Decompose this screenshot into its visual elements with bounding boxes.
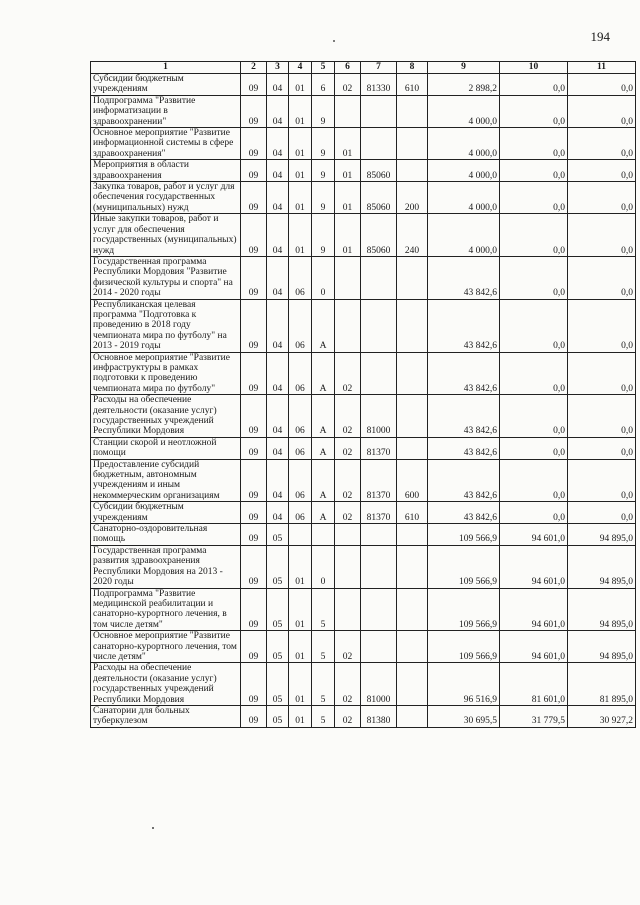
row-name-cell: Мероприятия в области здравоохранения: [91, 160, 241, 182]
amount-cell: 109 566,9: [428, 631, 500, 663]
code-cell: 06: [289, 299, 312, 352]
scan-artifact-dot: [333, 40, 335, 42]
amount-cell: 0,0: [500, 299, 568, 352]
column-header: 6: [335, 62, 361, 74]
code-cell: [361, 299, 397, 352]
row-name-cell: Расходы на обеспечение деятельности (оказание услуг) государственных учреждений Республики Мордовия: [91, 395, 241, 438]
table-row: [91, 545, 636, 588]
code-cell: 610: [397, 502, 428, 524]
code-cell: 06: [289, 459, 312, 502]
code-cell: 02: [335, 631, 361, 663]
code-cell: 01: [289, 95, 312, 127]
table-row: [91, 299, 636, 352]
code-cell: [361, 256, 397, 299]
amount-cell: 30 695,5: [428, 705, 500, 727]
amount-cell: 0,0: [500, 256, 568, 299]
code-cell: 01: [289, 588, 312, 631]
code-cell: 600: [397, 459, 428, 502]
code-cell: 01: [289, 631, 312, 663]
code-cell: [312, 524, 335, 546]
code-cell: [361, 95, 397, 127]
code-cell: 05: [267, 545, 289, 588]
amount-cell: 43 842,6: [428, 352, 500, 395]
code-cell: 81330: [361, 74, 397, 96]
code-cell: [397, 437, 428, 459]
table-row: [91, 214, 636, 257]
amount-cell: 0,0: [500, 502, 568, 524]
code-cell: 06: [289, 256, 312, 299]
amount-cell: 0,0: [500, 160, 568, 182]
column-header: 4: [289, 62, 312, 74]
code-cell: 09: [241, 128, 267, 160]
amount-cell: 0,0: [568, 299, 636, 352]
code-cell: 02: [335, 352, 361, 395]
code-cell: 09: [241, 256, 267, 299]
amount-cell: 0,0: [568, 182, 636, 214]
amount-cell: 94 895,0: [568, 524, 636, 546]
amount-cell: 0,0: [500, 437, 568, 459]
table-row: [91, 705, 636, 727]
code-cell: 200: [397, 182, 428, 214]
code-cell: 04: [267, 160, 289, 182]
amount-cell: 43 842,6: [428, 395, 500, 438]
table-header-row: [91, 62, 636, 74]
code-cell: 01: [289, 182, 312, 214]
row-name-cell: Предоставление субсидий бюджетным, автономным учреждениям и иным некоммерческим организациям: [91, 459, 241, 502]
code-cell: 09: [241, 182, 267, 214]
code-cell: 09: [241, 74, 267, 96]
row-name-cell: Подпрограмма "Развитие информатизации в здравоохранении": [91, 95, 241, 127]
code-cell: 04: [267, 459, 289, 502]
code-cell: 04: [267, 182, 289, 214]
row-name-cell: Санатории для больных туберкулезом: [91, 705, 241, 727]
amount-cell: 0,0: [500, 395, 568, 438]
row-name-cell: Закупка товаров, работ и услуг для обеспечения государственных (муниципальных) нужд: [91, 182, 241, 214]
code-cell: [335, 545, 361, 588]
amount-cell: 0,0: [500, 459, 568, 502]
column-header: 2: [241, 62, 267, 74]
row-name-cell: Санаторно-оздоровительная помощь: [91, 524, 241, 546]
amount-cell: 0,0: [568, 395, 636, 438]
code-cell: 05: [267, 631, 289, 663]
table-row: [91, 395, 636, 438]
code-cell: 5: [312, 663, 335, 706]
amount-cell: 4 000,0: [428, 160, 500, 182]
table-row: [91, 459, 636, 502]
amount-cell: 2 898,2: [428, 74, 500, 96]
row-name-cell: Республиканская целевая программа "Подготовка к проведению в 2018 году чемпионата мира по футболу" на 2013 - 2019 годы: [91, 299, 241, 352]
code-cell: 81370: [361, 437, 397, 459]
code-cell: [397, 395, 428, 438]
code-cell: [361, 631, 397, 663]
amount-cell: 30 927,2: [568, 705, 636, 727]
row-name-cell: Расходы на обеспечение деятельности (оказание услуг) государственных учреждений Республики Мордовия: [91, 663, 241, 706]
row-name-cell: Государственная программа Республики Мордовия "Развитие физической культуры и спорта" на 2014 - 2020 годы: [91, 256, 241, 299]
code-cell: 09: [241, 502, 267, 524]
amount-cell: 0,0: [568, 74, 636, 96]
table-row: [91, 663, 636, 706]
code-cell: 0: [312, 545, 335, 588]
amount-cell: 4 000,0: [428, 214, 500, 257]
column-header: 1: [91, 62, 241, 74]
page-number: 194: [590, 29, 610, 44]
code-cell: 240: [397, 214, 428, 257]
amount-cell: 0,0: [500, 95, 568, 127]
amount-cell: 0,0: [500, 182, 568, 214]
code-cell: 01: [289, 74, 312, 96]
code-cell: [335, 95, 361, 127]
code-cell: 01: [289, 214, 312, 257]
code-cell: 9: [312, 128, 335, 160]
code-cell: [397, 705, 428, 727]
code-cell: 06: [289, 502, 312, 524]
row-name-cell: Государственная программа развития здравоохранения Республики Мордовия на 2013 - 2020 годы: [91, 545, 241, 588]
amount-cell: 81 601,0: [500, 663, 568, 706]
code-cell: 09: [241, 395, 267, 438]
code-cell: [289, 524, 312, 546]
code-cell: [397, 631, 428, 663]
code-cell: 06: [289, 437, 312, 459]
row-name-cell: Субсидии бюджетным учреждениям: [91, 502, 241, 524]
code-cell: 02: [335, 663, 361, 706]
code-cell: 01: [335, 128, 361, 160]
amount-cell: 43 842,6: [428, 299, 500, 352]
code-cell: 02: [335, 74, 361, 96]
code-cell: 5: [312, 631, 335, 663]
amount-cell: 94 601,0: [500, 631, 568, 663]
amount-cell: 0,0: [500, 74, 568, 96]
amount-cell: 94 601,0: [500, 524, 568, 546]
code-cell: 09: [241, 214, 267, 257]
table-row: [91, 352, 636, 395]
code-cell: [361, 545, 397, 588]
amount-cell: 96 516,9: [428, 663, 500, 706]
amount-cell: 4 000,0: [428, 95, 500, 127]
code-cell: 09: [241, 524, 267, 546]
scan-artifact-dot: [152, 827, 154, 829]
code-cell: 09: [241, 588, 267, 631]
code-cell: 09: [241, 631, 267, 663]
code-cell: А: [312, 352, 335, 395]
row-name-cell: Иные закупки товаров, работ и услуг для обеспечения государственных (муниципальных) нужд: [91, 214, 241, 257]
amount-cell: 31 779,5: [500, 705, 568, 727]
code-cell: 04: [267, 299, 289, 352]
table-row: [91, 588, 636, 631]
amount-cell: 94 895,0: [568, 631, 636, 663]
amount-cell: 0,0: [568, 459, 636, 502]
row-name-cell: Основное мероприятие "Развитие информационной системы в сфере здравоохранения": [91, 128, 241, 160]
table-row: [91, 128, 636, 160]
code-cell: 06: [289, 395, 312, 438]
code-cell: 09: [241, 95, 267, 127]
code-cell: [335, 256, 361, 299]
column-header: 3: [267, 62, 289, 74]
code-cell: [397, 299, 428, 352]
code-cell: [397, 663, 428, 706]
amount-cell: 94 895,0: [568, 545, 636, 588]
column-header: 11: [568, 62, 636, 74]
code-cell: 9: [312, 214, 335, 257]
amount-cell: 0,0: [568, 95, 636, 127]
code-cell: 04: [267, 128, 289, 160]
code-cell: [397, 256, 428, 299]
code-cell: [397, 588, 428, 631]
amount-cell: 94 601,0: [500, 545, 568, 588]
code-cell: [335, 524, 361, 546]
amount-cell: 0,0: [568, 128, 636, 160]
code-cell: 09: [241, 160, 267, 182]
code-cell: 9: [312, 182, 335, 214]
code-cell: 01: [335, 182, 361, 214]
code-cell: 09: [241, 299, 267, 352]
code-cell: 09: [241, 663, 267, 706]
table-row: [91, 524, 636, 546]
code-cell: [397, 95, 428, 127]
column-header: 10: [500, 62, 568, 74]
amount-cell: 81 895,0: [568, 663, 636, 706]
row-name-cell: Основное мероприятие "Развитие санаторно-курортного лечения, том числе детям": [91, 631, 241, 663]
code-cell: 04: [267, 95, 289, 127]
amount-cell: 109 566,9: [428, 524, 500, 546]
code-cell: 01: [289, 128, 312, 160]
amount-cell: 0,0: [500, 128, 568, 160]
code-cell: 02: [335, 502, 361, 524]
column-header: 5: [312, 62, 335, 74]
code-cell: [397, 524, 428, 546]
code-cell: 02: [335, 437, 361, 459]
code-cell: 5: [312, 588, 335, 631]
table-row: [91, 256, 636, 299]
code-cell: [397, 352, 428, 395]
amount-cell: 43 842,6: [428, 256, 500, 299]
code-cell: 04: [267, 502, 289, 524]
code-cell: 05: [267, 705, 289, 727]
code-cell: 09: [241, 352, 267, 395]
amount-cell: 0,0: [568, 502, 636, 524]
row-name-cell: Основное мероприятие "Развитие инфраструктуры в рамках подготовки к проведению чемпионата мира по футболу": [91, 352, 241, 395]
code-cell: 81000: [361, 663, 397, 706]
amount-cell: 0,0: [568, 437, 636, 459]
code-cell: 81370: [361, 459, 397, 502]
code-cell: А: [312, 395, 335, 438]
code-cell: 81370: [361, 502, 397, 524]
code-cell: [397, 545, 428, 588]
table-row: [91, 74, 636, 96]
budget-table: [90, 61, 636, 728]
code-cell: [397, 160, 428, 182]
code-cell: 81380: [361, 705, 397, 727]
code-cell: 81000: [361, 395, 397, 438]
code-cell: [335, 588, 361, 631]
row-name-cell: Подпрограмма "Развитие медицинской реабилитации и санаторно-курортного лечения, в том числе детям": [91, 588, 241, 631]
amount-cell: 0,0: [568, 256, 636, 299]
table-row: [91, 182, 636, 214]
code-cell: 09: [241, 545, 267, 588]
code-cell: [397, 128, 428, 160]
code-cell: 04: [267, 352, 289, 395]
code-cell: 02: [335, 705, 361, 727]
code-cell: 04: [267, 256, 289, 299]
code-cell: [361, 352, 397, 395]
code-cell: А: [312, 299, 335, 352]
code-cell: 04: [267, 214, 289, 257]
amount-cell: 0,0: [568, 352, 636, 395]
code-cell: 06: [289, 352, 312, 395]
code-cell: 05: [267, 663, 289, 706]
column-header: 9: [428, 62, 500, 74]
code-cell: 610: [397, 74, 428, 96]
amount-cell: 43 842,6: [428, 502, 500, 524]
code-cell: 09: [241, 437, 267, 459]
code-cell: 01: [289, 705, 312, 727]
row-name-cell: Станции скорой и неотложной помощи: [91, 437, 241, 459]
amount-cell: 43 842,6: [428, 459, 500, 502]
code-cell: 6: [312, 74, 335, 96]
amount-cell: 109 566,9: [428, 588, 500, 631]
code-cell: 01: [335, 160, 361, 182]
code-cell: 01: [289, 545, 312, 588]
code-cell: 04: [267, 395, 289, 438]
amount-cell: 43 842,6: [428, 437, 500, 459]
code-cell: 09: [241, 459, 267, 502]
code-cell: 01: [289, 160, 312, 182]
code-cell: 04: [267, 74, 289, 96]
code-cell: 02: [335, 395, 361, 438]
amount-cell: 4 000,0: [428, 128, 500, 160]
column-header: 8: [397, 62, 428, 74]
amount-cell: 0,0: [500, 214, 568, 257]
code-cell: 04: [267, 437, 289, 459]
table-row: [91, 631, 636, 663]
amount-cell: 0,0: [568, 160, 636, 182]
code-cell: А: [312, 437, 335, 459]
amount-cell: 109 566,9: [428, 545, 500, 588]
code-cell: 5: [312, 705, 335, 727]
row-name-cell: Субсидии бюджетным учреждениям: [91, 74, 241, 96]
code-cell: [335, 299, 361, 352]
table-row: [91, 502, 636, 524]
code-cell: 05: [267, 588, 289, 631]
code-cell: [361, 588, 397, 631]
code-cell: 9: [312, 160, 335, 182]
table-row: [91, 160, 636, 182]
code-cell: 85060: [361, 214, 397, 257]
amount-cell: 94 601,0: [500, 588, 568, 631]
code-cell: 9: [312, 95, 335, 127]
amount-cell: 0,0: [568, 214, 636, 257]
table-row: [91, 95, 636, 127]
amount-cell: 0,0: [500, 352, 568, 395]
code-cell: А: [312, 459, 335, 502]
column-header: 7: [361, 62, 397, 74]
code-cell: 01: [335, 214, 361, 257]
code-cell: 09: [241, 705, 267, 727]
code-cell: 0: [312, 256, 335, 299]
code-cell: 01: [289, 663, 312, 706]
code-cell: 85060: [361, 182, 397, 214]
code-cell: А: [312, 502, 335, 524]
code-cell: 02: [335, 459, 361, 502]
code-cell: [361, 524, 397, 546]
code-cell: [361, 128, 397, 160]
code-cell: 05: [267, 524, 289, 546]
amount-cell: 4 000,0: [428, 182, 500, 214]
amount-cell: 94 895,0: [568, 588, 636, 631]
code-cell: 85060: [361, 160, 397, 182]
table-row: [91, 437, 636, 459]
